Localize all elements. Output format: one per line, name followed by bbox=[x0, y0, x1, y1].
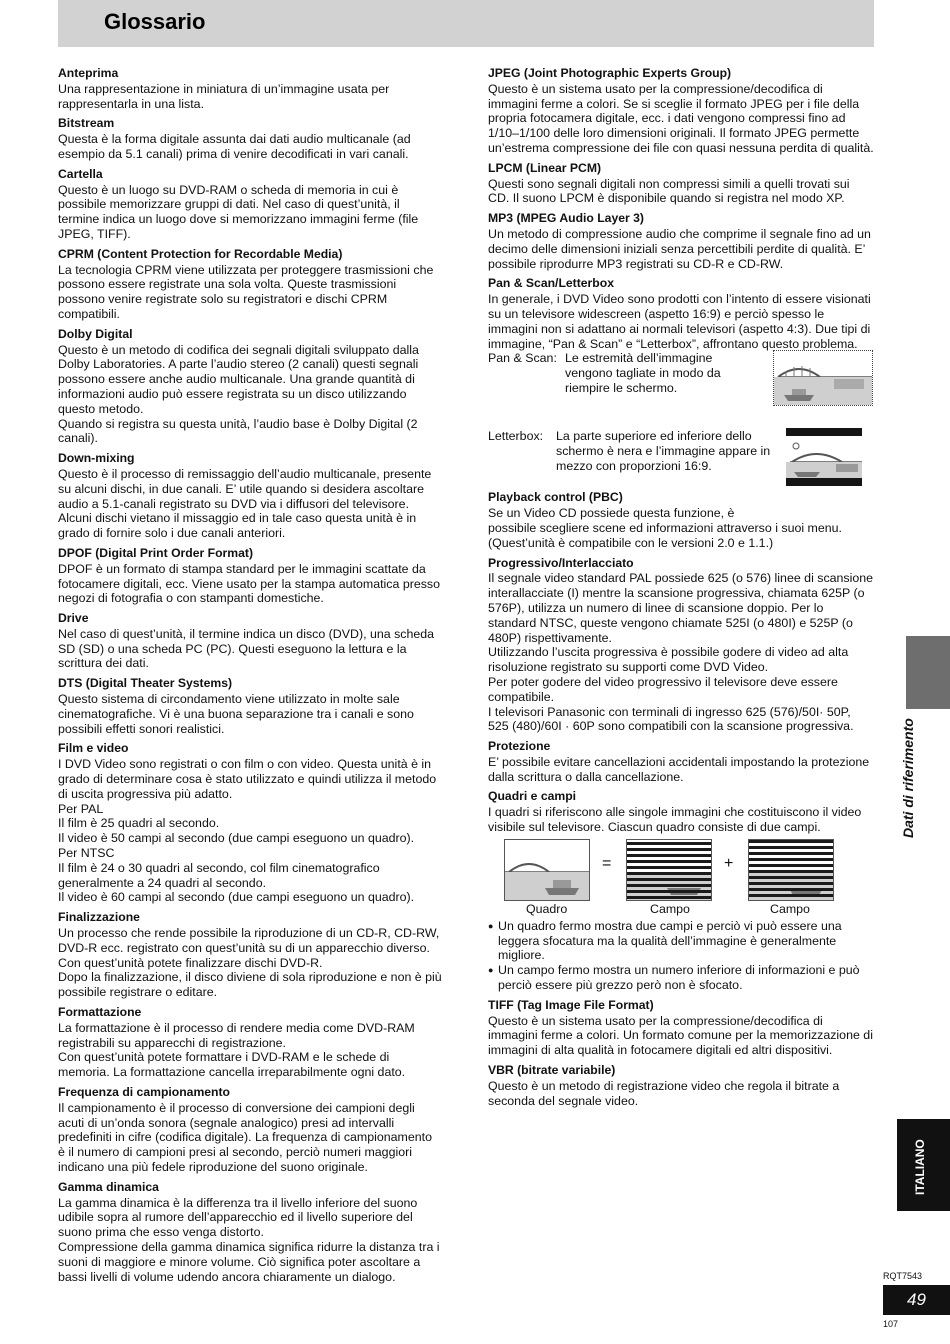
glossary-entry-pbc bbox=[488, 490, 874, 550]
glossary-entry-protezione bbox=[488, 739, 874, 784]
entry-definition: Compressione della gamma dinamica significa ridurre la distanza tra i suoni di maggiore e minore volume. Ciò significa poter ascoltare a bassi livelli di volume udendo ancora chiaramente un dialogo. bbox=[58, 1239, 440, 1284]
entry-definition: I televisori Panasonic con terminali di ingresso 625 (576)/50I· 50P, 525 (480)/60I · 60P sono compatibili con la scansione progressiva. bbox=[488, 704, 854, 734]
section-label: Dati di riferimento bbox=[900, 718, 916, 838]
entry-definition: Con quest’unità potete formattare i DVD-RAM e le schede di memoria. La formattazione cancella irreparabilmente ogni dato. bbox=[58, 1050, 406, 1080]
glossary-entry bbox=[58, 741, 442, 905]
section-marker bbox=[906, 636, 950, 709]
frames-diagram bbox=[488, 839, 874, 917]
entry-definition: La tecnologia CPRM viene utilizzata per proteggere trasmissioni che possono essere registrate una sola volta. Queste trasmissioni possono venire registrate solo su registratori e dischi CPRM compatibili. bbox=[58, 262, 434, 321]
entry-term: Cartella bbox=[58, 166, 103, 181]
entry-term: Anteprima bbox=[58, 66, 119, 80]
entry-definition: Questa è la forma digitale assunta dai dati audio multicanale (ad esempio da 5.1 canali) prima di venire decodificati in vari canali. bbox=[58, 132, 411, 161]
entry-term: Quadri e campi bbox=[488, 789, 577, 804]
entry-definition: Questi sono segnali digitali non compressi simili a quelli trovati sui CD. Il suono LPCM è disponibile quando si registra nel modo XP. bbox=[488, 176, 850, 206]
entry-definition: Questo sistema di circondamento viene utilizzato in molte sale cinematografiche. Vi è una buona separazione tra i canali e sono possibili effetti sonori realistici. bbox=[58, 692, 414, 736]
entry-term: TIFF (Tag Image File Format) bbox=[488, 997, 654, 1012]
glossary-entry bbox=[58, 1180, 442, 1285]
entry-definition: Se un Video CD possiede questa funzione, è bbox=[488, 506, 735, 521]
entry-definition: possibile scegliere scene ed informazioni attraverso i suoi menu. (Quest’unità è compatibile con le versioni 2.0 e 1.1.) bbox=[488, 520, 842, 550]
entry-definition: Per poter godere del video progressivo il televisore deve essere compatibile. bbox=[488, 674, 838, 704]
entry-term: Gamma dinamica bbox=[58, 1179, 159, 1194]
right-column bbox=[488, 66, 874, 1113]
entry-term: JPEG (Joint Photographic Experts Group) bbox=[488, 66, 732, 80]
glossary-entry bbox=[58, 66, 442, 111]
glossary-entry-lpcm bbox=[488, 161, 874, 206]
entry-definition: Nel caso di quest’unità, il termine indica un disco (DVD), una scheda SD (SD) o una scheda PC (PC). Questi eseguono la lettura e la scrittura dei dati. bbox=[58, 626, 435, 671]
entry-definition: Questo è un sistema usato per la compressione/decodifica di immagini ferme a colori. Se si sceglie il formato JPEG per i file della propria fotocamera digitale, ecc. i dati vengono compressi fino ad 1/10–1/100 delle loro dimensioni originali. Il formato JPEG permette un’estrema compressione dei file con quasi nessuna perdita di qualità. bbox=[488, 81, 874, 155]
entry-definition: I DVD Video sono registrati o con film o con video. Questa unità è in grado di determinare cosa è stato utilizzato e quindi utilizza il metodo di uscita progressiva più adatto. bbox=[58, 757, 437, 801]
caption-campo-1: Campo bbox=[650, 901, 690, 916]
equals-sign: = bbox=[602, 854, 612, 872]
glossary-entry bbox=[58, 327, 442, 446]
frame-image bbox=[504, 839, 590, 901]
pan-scan-label: Pan & Scan: bbox=[488, 351, 557, 366]
entry-definition: DPOF è un formato di stampa standard per le immagini scattate da fotocamere digitali, ecc. Viene usato per la stampa automatica presso negozi di fotografia o con stampanti domestiche. bbox=[58, 561, 441, 606]
entry-term: VBR (bitrate variabile) bbox=[488, 1063, 616, 1078]
entry-definition: Una rappresentazione in miniatura di un’immagine usata per rappresentarla in una lista. bbox=[58, 81, 390, 111]
language-label: ITALIANO bbox=[913, 1139, 927, 1195]
entry-definition: La formattazione è il processo di rendere media come DVD-RAM registrabili su apparecchi di registrazione. bbox=[58, 1020, 415, 1050]
entry-definition: Un metodo di compressione audio che comprime il segnale fino ad un decimo delle dimensioni iniziali senza percettibili perdite di qualità. E’ possibile riprodurre MP3 registrati su CD-R e CD-RW. bbox=[488, 226, 871, 271]
entry-term: CPRM (Content Protection for Recordable Media) bbox=[58, 246, 343, 261]
entry-definition: Il film è 25 quadri al secondo. bbox=[58, 816, 220, 831]
caption-quadro: Quadro bbox=[526, 901, 568, 916]
entry-definition: La gamma dinamica è la differenza tra il livello inferiore del suono udibile sopra al rumore dell’apparecchio ed il livello superiore del suono prima che esso venga distorto. bbox=[58, 1195, 418, 1240]
plus-sign: + bbox=[724, 854, 734, 872]
entry-definition: Questo è il processo di remissaggio dell’audio multicanale, presente su alcuni dischi, in due canali. E’ utile quando si desidera ascoltare audio a 5.1-canali registrato su DVD via i diffusori del televisore. Alcuni dischi vietano il missaggio ed in tale caso questa unità è in grado di fornire solo i due canali anteriori. bbox=[58, 466, 432, 541]
entry-term: Formattazione bbox=[58, 1005, 142, 1020]
entry-definition: Il segnale video standard PAL possiede 625 (o 576) linee di scansione interallacciate (I) mentre la scansione progressiva, chiamata 625P (o 576P), utilizza un numero di linee di scansione doppio. Per lo standard NTSC, queste vengono chiamate 525I (o 480I) e 525P (o 480P) rispettivamente. bbox=[488, 571, 874, 645]
entry-term: DPOF (Digital Print Order Format) bbox=[58, 545, 254, 560]
letterbox-image bbox=[786, 428, 862, 486]
glossary-entry-progressive bbox=[488, 556, 874, 735]
entry-definition: In generale, i DVD Video sono prodotti con l’intento di essere visionati su un televisore widescreen (aspetto 16:9) e perciò spesso le immagini non si adattano ai normali televisori (aspetto 4:3). Due tipi di immagine, “Pan & Scan” e “Letterbox”, affrontano questo problema. bbox=[488, 292, 871, 351]
entry-term: Down-mixing bbox=[58, 451, 135, 466]
entry-definition: Il video è 50 campi al secondo (due campi eseguono un quadro). bbox=[58, 831, 415, 846]
title-bar bbox=[58, 0, 874, 47]
section-label-box bbox=[896, 700, 926, 840]
glossary-entry bbox=[58, 167, 442, 242]
entry-definition: Per PAL bbox=[58, 801, 104, 816]
bullet-item: ● Un campo fermo mostra un numero inferiore di informazioni e può perciò essere più grezzo però non è sfocato. bbox=[488, 963, 874, 993]
glossary-entry-jpeg bbox=[488, 66, 874, 156]
entry-term: Finalizzazione bbox=[58, 910, 140, 925]
page-title: Glossario bbox=[104, 9, 206, 34]
glossary-entry-pan-scan bbox=[488, 276, 874, 485]
bullet-item: ● Un quadro fermo mostra due campi e perciò vi può essere una leggera sfocatura ma la qualità dell’immagine è generalmente migliore. bbox=[488, 919, 874, 963]
entry-definition: I quadri si riferiscono alle singole immagini che costituiscono il video visibile sul televisore. Ciascun quadro consiste di due campi. bbox=[488, 805, 862, 835]
entry-definition: Questo è un luogo su DVD-RAM o scheda di memoria in cui è possibile memorizzare gruppi di dati. Nel caso di quest’unità, il termine indica un luogo dove si memorizzano immagini ferme (file JPEG, TIFF). bbox=[58, 182, 419, 241]
glossary-entry bbox=[58, 1005, 442, 1080]
entry-term: LPCM (Linear PCM) bbox=[488, 160, 602, 175]
glossary-entry-quadri-campi bbox=[488, 789, 874, 992]
entry-term: Protezione bbox=[488, 739, 551, 754]
page-number: 49 bbox=[883, 1285, 950, 1315]
glossary-entry-vbr bbox=[488, 1063, 874, 1108]
glossary-entry-mp3 bbox=[488, 211, 874, 271]
entry-term: Playback control (PBC) bbox=[488, 490, 623, 505]
field-image-2 bbox=[748, 839, 834, 901]
letterbox-text: La parte superiore ed inferiore dello schermo è nera e l’immagine appare in mezzo con proporzioni 16:9. bbox=[556, 429, 771, 473]
entry-definition: Il campionamento è il processo di conversione dei campioni degli acuti di un’onda sonora (segnale analogico) presi ad intervalli predefiniti in cifre (codifica digitale). La frequenza di campionamento è il numero di campioni presi al secondo, perciò numeri maggiori indicano una più fedele riproduzione del suono originale. bbox=[58, 1100, 432, 1174]
glossary-entry bbox=[58, 910, 442, 1000]
glossary-entry bbox=[58, 546, 442, 606]
entry-definition: Il film è 24 o 30 quadri al secondo, col film cinematografico generalmente a 24 quadri al secondo. bbox=[58, 860, 380, 890]
entry-term: Pan & Scan/Letterbox bbox=[488, 276, 614, 291]
entry-term: Bitstream bbox=[58, 116, 115, 131]
entry-term: Dolby Digital bbox=[58, 326, 133, 341]
entry-term: DTS (Digital Theater Systems) bbox=[58, 676, 233, 691]
entry-definition: Questo è un metodo di codifica dei segnali digitali sviluppato dalla Dolby Laboratories. A parte l’audio stereo (2 canali) questi segnali possono essere anche audio multicanale. Una grande quantità di informazioni audio può essere registrata su un disco utilizzando questo metodo. bbox=[58, 342, 419, 416]
entry-term: Drive bbox=[58, 611, 89, 626]
pan-scan-text: Le estremità dell’immagine vengono tagliate in modo da riempire le schermo. bbox=[565, 351, 721, 395]
entry-definition: Il video è 60 campi al secondo (due campi eseguono un quadro). bbox=[58, 890, 415, 905]
entry-term: Frequenza di campionamento bbox=[58, 1085, 231, 1099]
entry-term: Film e video bbox=[58, 741, 129, 756]
glossary-entry bbox=[58, 116, 442, 161]
entry-term: Progressivo/Interlacciato bbox=[488, 555, 634, 570]
letterbox-block bbox=[488, 429, 874, 485]
entry-definition: Un processo che rende possibile la riproduzione di un CD-R, CD-RW, DVD-R ecc. registrato con quest’unità su di un apparecchio diverso. Con quest’unità potete finalizzare dischi DVD-R. bbox=[58, 926, 440, 970]
language-tab bbox=[897, 1119, 950, 1211]
pan-scan-image bbox=[773, 350, 873, 406]
glossary-entry bbox=[58, 1085, 442, 1175]
letterbox-label: Letterbox: bbox=[488, 429, 544, 444]
entry-definition: Utilizzando l’uscita progressiva è possibile godere di video ad alta risoluzione registrato su supporti come DVD Video. bbox=[488, 645, 849, 675]
model-code: RQT7543 bbox=[883, 1271, 923, 1281]
entry-definition: Quando si registra su questa unità, l’audio base è Dolby Digital (2 canali). bbox=[58, 416, 418, 446]
sub-page-number: 107 bbox=[883, 1319, 899, 1329]
glossary-entry bbox=[58, 611, 442, 671]
entry-definition: Per NTSC bbox=[58, 846, 115, 861]
entry-definition: E’ possibile evitare cancellazioni accidentali impostando la protezione dalla scrittura o dalla cancellazione. bbox=[488, 754, 870, 784]
entry-definition: Questo è un sistema usato per la compressione/decodifica di immagini ferme a colori. Un formato comune per la memorizzazione di immagini di alta qualità in fotocamere digitali ed altri dispositivi. bbox=[488, 1013, 873, 1058]
entry-term: MP3 (MPEG Audio Layer 3) bbox=[488, 211, 644, 226]
entry-definition: Dopo la finalizzazione, il disco diviene di sola riproduzione e non è più possibile registrare o editare. bbox=[58, 970, 442, 1000]
frames-bullets bbox=[488, 919, 874, 993]
glossary-entry bbox=[58, 676, 442, 736]
caption-campo-2: Campo bbox=[770, 901, 810, 916]
glossary-entry-tiff bbox=[488, 998, 874, 1058]
glossary-entry bbox=[58, 247, 442, 322]
entry-definition: Questo è un metodo di registrazione video che regola il bitrate a seconda del segnale video. bbox=[488, 1078, 840, 1108]
glossary-entry bbox=[58, 451, 442, 541]
field-image-1 bbox=[626, 839, 712, 901]
pan-scan-block bbox=[488, 351, 874, 429]
left-column bbox=[58, 66, 442, 1289]
